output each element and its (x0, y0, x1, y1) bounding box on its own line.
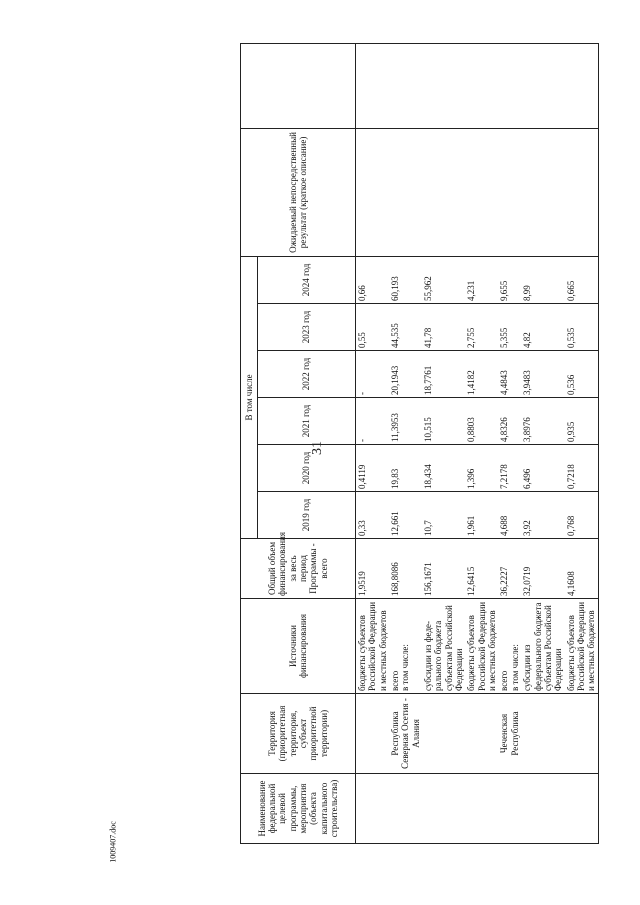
cell-year-value: - (356, 398, 390, 445)
cell-year-value: 1,4182 (465, 351, 498, 398)
header-blank (241, 43, 356, 128)
cell-year-value: 18,434 (422, 445, 465, 492)
cell-source (389, 599, 422, 694)
financing-table (240, 43, 599, 844)
cell-year-value: 8,99 (521, 256, 564, 303)
cell-year-value: 0,768 (565, 492, 599, 539)
cell-year-value: 60,193 (389, 256, 422, 303)
cell-year-value: 4,82 (521, 304, 564, 351)
source-line: субъектам Российской (443, 605, 454, 691)
cell-name (521, 774, 564, 844)
cell-territory (565, 694, 599, 774)
cell-year-value: 10,7 (422, 492, 465, 539)
cell-blank (465, 43, 498, 128)
table-row (565, 43, 599, 843)
source-line: субсидии из феде- (423, 620, 434, 691)
cell-year-value: 4,8326 (498, 398, 521, 445)
document-code: 1009407.doc (108, 821, 118, 863)
cell-total: 168,8086 (389, 539, 422, 599)
cell-result (565, 128, 599, 256)
header-total: Общий объем финансирования за весь период Программы - всего (241, 539, 356, 599)
cell-year-value: 55,962 (422, 256, 465, 303)
header-in-that: В том числе (241, 256, 258, 538)
cell-source (465, 599, 498, 694)
cell-year-value: 0,536 (565, 351, 599, 398)
header-year: 2019 год (258, 492, 356, 539)
territory-line: Алания (410, 719, 421, 748)
cell-name (498, 774, 521, 844)
cell-result (465, 128, 498, 256)
cell-year-value: 3,92 (521, 492, 564, 539)
cell-year-value: 0,33 (356, 492, 390, 539)
header-year: 2022 год (258, 351, 356, 398)
cell-territory (389, 694, 422, 774)
territory-line: Чеченская (499, 713, 510, 754)
cell-year-value: 11,3953 (389, 398, 422, 445)
cell-year-value: 6,496 (521, 445, 564, 492)
cell-year-value: 10,515 (422, 398, 465, 445)
cell-result (389, 128, 422, 256)
cell-blank (356, 43, 390, 128)
cell-total: 36,2227 (498, 539, 521, 599)
cell-year-value: 7,2178 (498, 445, 521, 492)
cell-territory (498, 694, 521, 774)
source-line: в том числе: (400, 644, 411, 691)
territory-line: Северная Осетия - (400, 698, 411, 769)
source-line: бюджеты субъектов Российской Федерации и местных бюджетов (466, 601, 498, 691)
cell-year-value: 0,55 (356, 304, 390, 351)
table-row (465, 43, 498, 843)
header-year: 2023 год (258, 304, 356, 351)
header-row-1 (241, 43, 258, 843)
cell-total: 156,1671 (422, 539, 465, 599)
table-row (356, 43, 390, 843)
cell-year-value: 18,7761 (422, 351, 465, 398)
cell-blank (521, 43, 564, 128)
cell-name (356, 774, 390, 844)
cell-year-value: 4,688 (498, 492, 521, 539)
cell-total: 1,9519 (356, 539, 390, 599)
cell-result (521, 128, 564, 256)
header-year: 2021 год (258, 398, 356, 445)
cell-total: 12,6415 (465, 539, 498, 599)
cell-territory (521, 694, 564, 774)
source-line: бюджеты субъектов Российской Федерации и местных бюджетов (357, 601, 388, 691)
cell-year-value: 0,935 (565, 398, 599, 445)
cell-year-value: - (356, 351, 390, 398)
cell-name (422, 774, 465, 844)
cell-year-value: 19,83 (389, 445, 422, 492)
cell-year-value: 1,396 (465, 445, 498, 492)
cell-year-value: 0,8803 (465, 398, 498, 445)
cell-year-value: 20,1943 (389, 351, 422, 398)
cell-total: 32,0719 (521, 539, 564, 599)
header-result: Ожидаемый непосредственный результат (краткое описание) (241, 128, 356, 256)
source-line: Федерации (454, 648, 465, 691)
table-row (521, 43, 564, 843)
cell-year-value: 44,535 (389, 304, 422, 351)
territory-line: Республика (509, 711, 520, 756)
source-line: всего (390, 670, 401, 691)
page-number: 31 (310, 441, 325, 455)
header-territory: Территория (приоритетная территория, субъект приоритетной территории) (241, 694, 356, 774)
cell-source (356, 599, 390, 694)
cell-blank (389, 43, 422, 128)
cell-year-value: 0,4119 (356, 445, 390, 492)
cell-year-value: 0,535 (565, 304, 599, 351)
cell-year-value: 9,655 (498, 256, 521, 303)
cell-source (521, 599, 564, 694)
header-year: 2020 год (258, 445, 356, 492)
cell-source (498, 599, 521, 694)
table-body (356, 43, 599, 843)
cell-name (565, 774, 599, 844)
cell-name (389, 774, 422, 844)
cell-year-value: 12,661 (389, 492, 422, 539)
table-row (498, 43, 521, 843)
cell-total: 4,1608 (565, 539, 599, 599)
cell-year-value: 2,755 (465, 304, 498, 351)
source-line: рального бюджета (433, 620, 444, 691)
cell-blank (565, 43, 599, 128)
cell-blank (422, 43, 465, 128)
cell-source (565, 599, 599, 694)
cell-year-value: 3,8976 (521, 398, 564, 445)
table-row (422, 43, 465, 843)
cell-year-value: 0,7218 (565, 445, 599, 492)
cell-result (422, 128, 465, 256)
cell-territory (465, 694, 498, 774)
cell-result (356, 128, 390, 256)
cell-year-value: 4,4843 (498, 351, 521, 398)
cell-year-value: 41,78 (422, 304, 465, 351)
cell-year-value: 3,9483 (521, 351, 564, 398)
cell-year-value: 1,961 (465, 492, 498, 539)
cell-source (422, 599, 465, 694)
source-line: субсидии из федерального бюджета субъектам Российской Федерации (522, 602, 564, 691)
cell-blank (498, 43, 521, 128)
cell-name (465, 774, 498, 844)
header-name: Наименование федеральной целевой программы, мероприятия (объекта капитального строительства) (241, 774, 356, 844)
cell-year-value: 5,355 (498, 304, 521, 351)
header-year: 2024 год (258, 256, 356, 303)
source-line: в том числе: (509, 644, 520, 691)
cell-year-value: 0,66 (356, 256, 390, 303)
territory-line: Республика (390, 711, 401, 756)
header-sources: Источники финансирования (241, 599, 356, 694)
cell-year-value: 0,665 (565, 256, 599, 303)
cell-year-value: 4,231 (465, 256, 498, 303)
cell-territory (356, 694, 390, 774)
cell-result (498, 128, 521, 256)
rotated-table-container (240, 44, 597, 844)
table-row (389, 43, 422, 843)
source-line: бюджеты субъектов Российской Федерации и местных бюджетов (565, 601, 597, 691)
cell-territory (422, 694, 465, 774)
source-line: всего (499, 670, 510, 691)
